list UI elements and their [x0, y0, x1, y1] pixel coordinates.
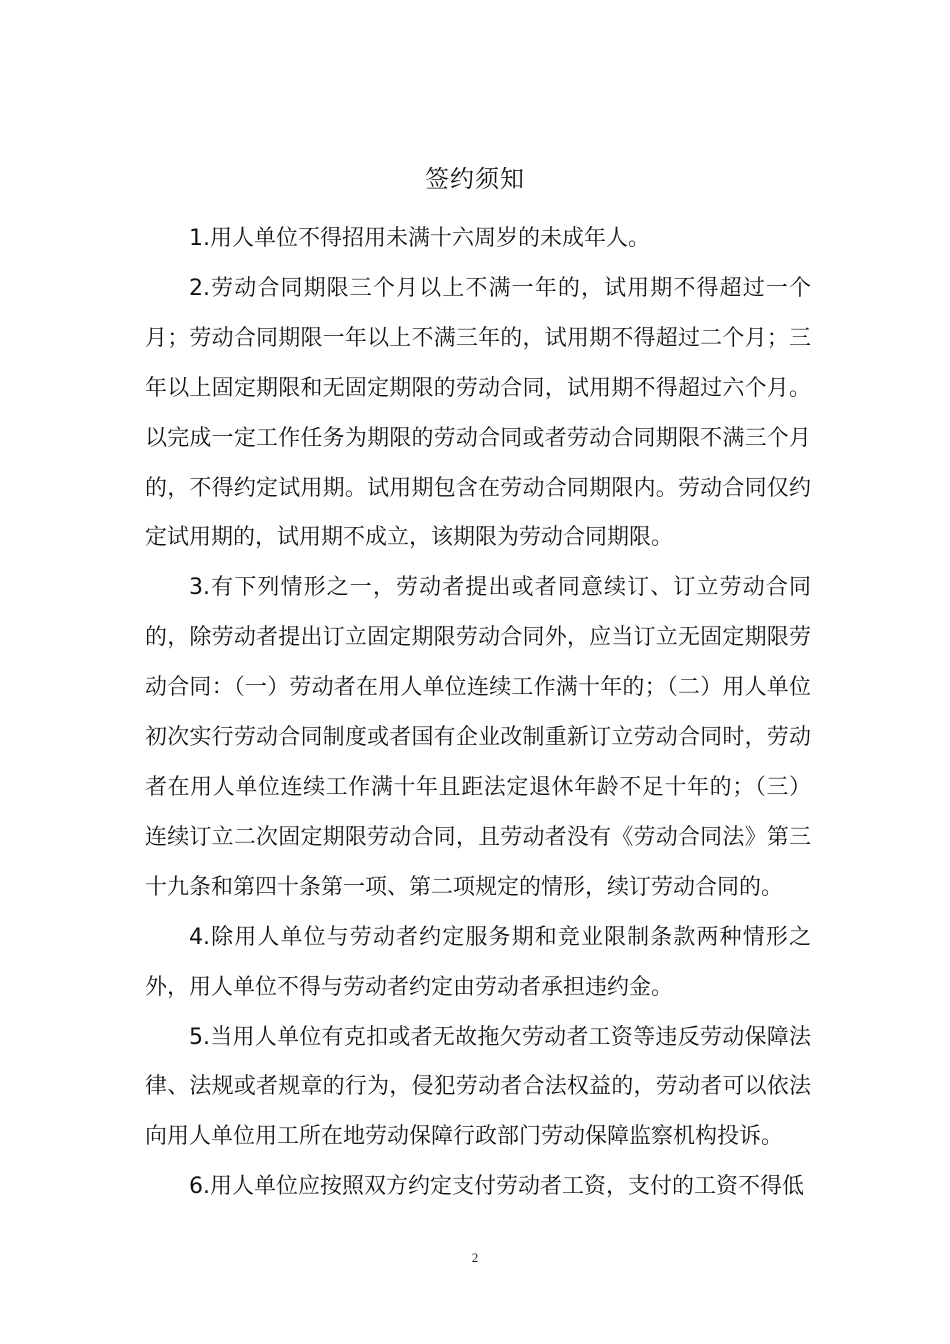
paragraph-1: 1.用人单位不得招用未满十六周岁的未成年人。 [189, 226, 650, 251]
paragraph-2: 2.劳动合同期限三个月以上不满一年的，试用期不得超过一个月；劳动合同期限一年以上不满三年的，试用期不得超过二个月；三年以上固定期限和无固定期限的劳动合同，试用期不得超过六个月。以完成一定工作任务为期限的劳动合同或者劳动合同期限不满三个月的，不得约定试用期。试用期包含在劳动合同期限内。劳动合同仅约定试用期的，试用期不成立，该期限为劳动合同期限。 [145, 275, 811, 551]
paragraph-3: 3.有下列情形之一，劳动者提出或者同意续订、订立劳动合同的，除劳动者提出订立固定期限劳动合同外，应当订立无固定期限劳动合同：（一）劳动者在用人单位连续工作满十年的；（二）用人单位初次实行劳动合同制度或者国有企业改制重新订立劳动合同时，劳动者在用人单位连续工作满十年且距法定退休年龄不足十年的；（三）连续订立二次固定期限劳动合同，且劳动者没有《劳动合同法》第三十九条和第四十条第一项、第二项规定的情形，续订劳动合同的。 [145, 575, 811, 900]
paragraph-4: 4.除用人单位与劳动者约定服务期和竞业限制条款两种情形之外，用人单位不得与劳动者约定由劳动者承担违约金。 [145, 924, 811, 1000]
page-number: 2 [471, 1250, 479, 1265]
document-body [145, 214, 811, 1212]
document-title: 签约须知 [425, 165, 525, 193]
paragraph-5: 5.当用人单位有克扣或者无故拖欠劳动者工资等违反劳动保障法律、法规或者规章的行为，侵犯劳动者合法权益的，劳动者可以依法向用人单位用工所在地劳动保障行政部门劳动保障监察机构投诉。 [145, 1024, 811, 1150]
paragraph-6: 6.用人单位应按照双方约定支付劳动者工资，支付的工资不得低 [189, 1174, 804, 1200]
